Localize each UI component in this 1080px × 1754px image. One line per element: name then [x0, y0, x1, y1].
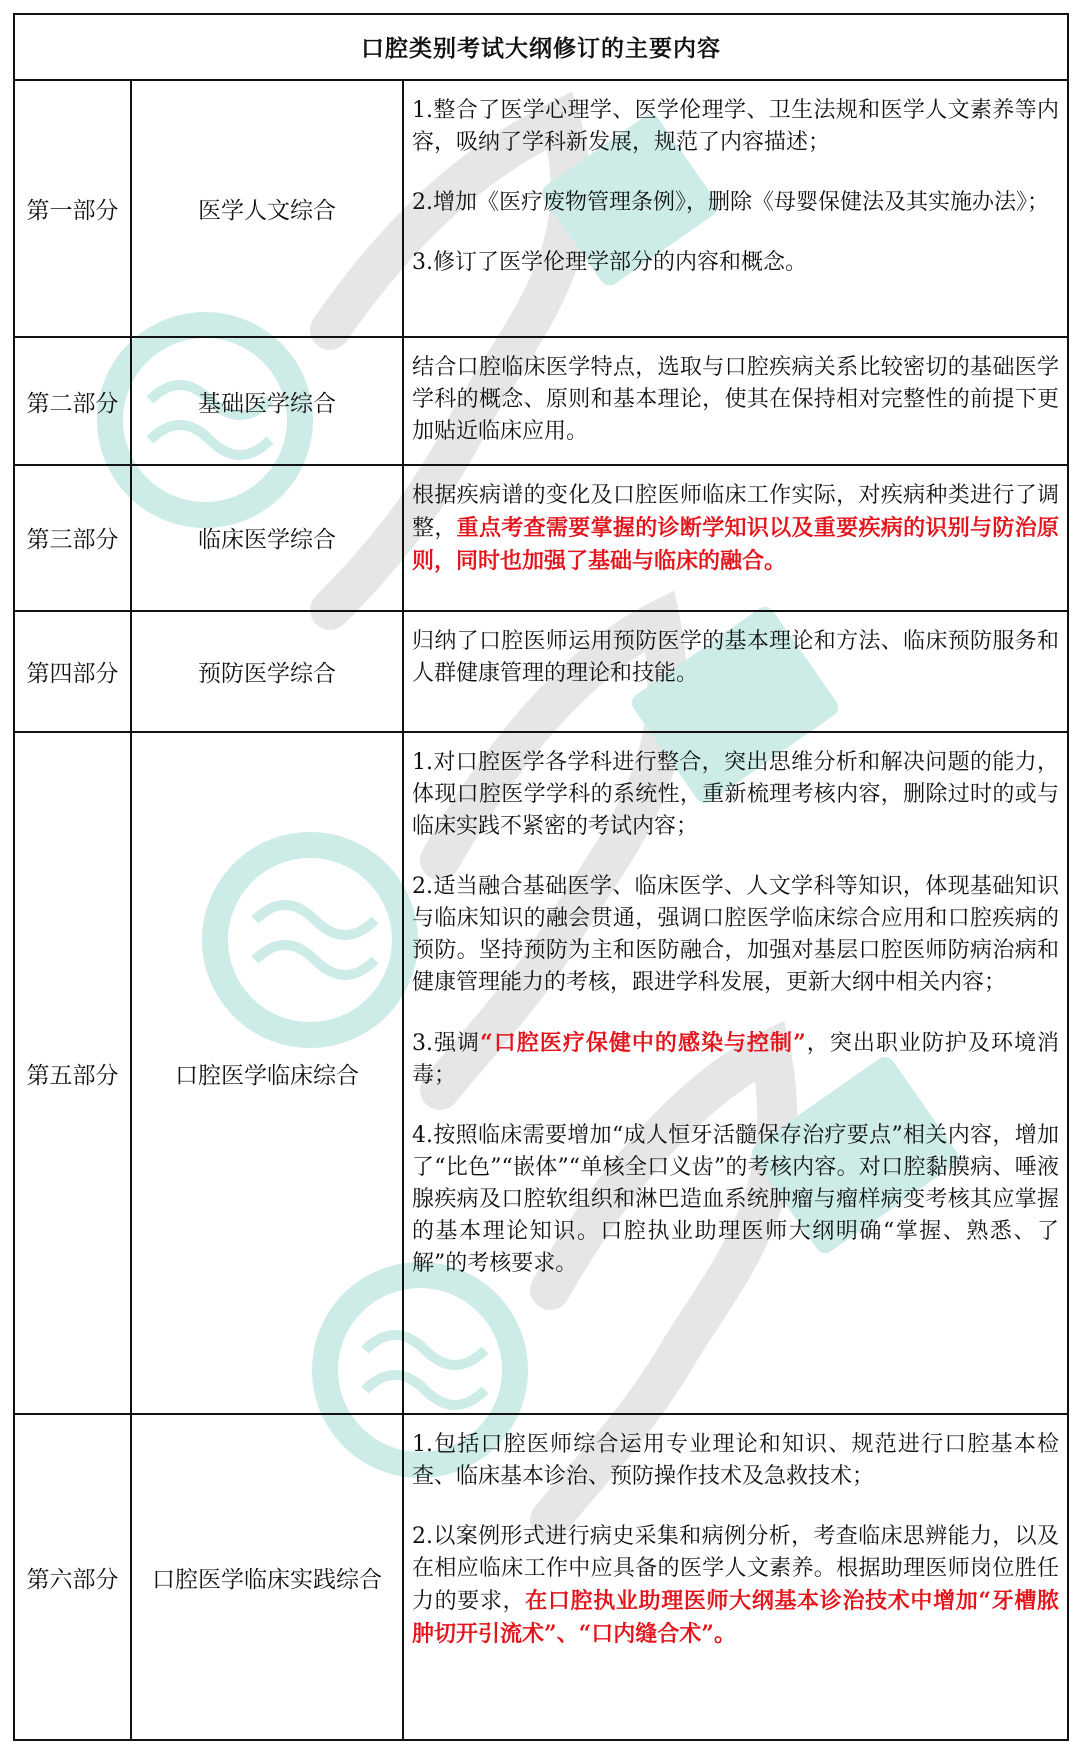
table-row	[14, 465, 1068, 610]
content-cell	[403, 80, 1068, 337]
part-label: 第四部分	[14, 611, 131, 732]
highlighted-text: 重点考查需要掌握的诊断学知识以及重要疾病的识别与防治原则，同时也加强了基础与临床的融合。	[412, 515, 1060, 575]
table-row	[14, 611, 1068, 732]
content-text: 结合口腔临床医学特点，选取与口腔疾病关系比较密切的基础医学学科的概念、原则和基本理论，使其在保持相对完整性的前提下更加贴近临床应用。	[412, 355, 1060, 445]
table-title: 口腔类别考试大纲修订的主要内容	[14, 14, 1068, 80]
part-label: 第五部分	[14, 732, 131, 1414]
content-paragraph	[412, 626, 1059, 690]
part-label: 第一部分	[14, 80, 131, 337]
content-cell	[403, 611, 1068, 732]
table-row	[14, 1414, 1068, 1740]
part-label: 第三部分	[14, 465, 131, 610]
content-text: 4.按照临床需要增加“成人恒牙活髓保存治疗要点”相关内容，增加了“比色”“嵌体”“单核全口义齿”的考核内容。对口腔黏膜病、唾液腺疾病及口腔软组织和淋巴造血系统肿瘤与瘤样病变考核其应掌握的基本理论知识。口腔执业助理医师大纲明确“掌握、熟悉、了解”的考核要求。	[412, 1123, 1060, 1276]
content-paragraph	[412, 1521, 1059, 1651]
content-text: 3.强调	[412, 1031, 481, 1056]
content-text: 1.包括口腔医师综合运用专业理论和知识、规范进行口腔基本检查、临床基本诊治、预防操作技术及急救技术；	[412, 1432, 1060, 1490]
highlighted-text: 在口腔执业助理医师大纲基本诊治技术中增加“牙槽脓肿切开引流术”、“口内缝合术”。	[412, 1588, 1060, 1648]
content-cell	[403, 732, 1068, 1414]
content-text: 2.增加《医疗废物管理条例》，删除《母婴保健法及其实施办法》；	[412, 189, 1049, 215]
content-paragraph	[412, 871, 1059, 999]
subject-name: 口腔医学临床实践综合	[131, 1414, 403, 1740]
content-paragraph	[412, 1429, 1059, 1493]
outline-revision-table	[13, 13, 1069, 1741]
content-paragraph	[412, 352, 1059, 448]
table-row	[14, 732, 1068, 1414]
table-row	[14, 80, 1068, 337]
highlighted-text: “口腔医疗保健中的感染与控制”	[480, 1030, 806, 1056]
content-text: 1.对口腔医学各学科进行整合，突出思维分析和解决问题的能力，体现口腔医学学科的系统性，重新梳理考核内容，删除过时的或与临床实践不紧密的考试内容；	[412, 750, 1060, 839]
content-paragraph	[412, 247, 1059, 279]
content-text: 根据疾病谱的变化及口腔医师临床工作实际，对疾病种类进行了调整，	[412, 483, 1060, 542]
content-paragraph	[412, 1120, 1059, 1280]
part-label: 第六部分	[14, 1414, 131, 1740]
subject-name: 临床医学综合	[131, 465, 403, 610]
content-text: 归纳了口腔医师运用预防医学的基本理论和方法、临床预防服务和人群健康管理的理论和技能。	[412, 628, 1060, 686]
content-cell	[403, 337, 1068, 465]
content-text: 2.适当融合基础医学、临床医学、人文学科等知识，体现基础知识与临床知识的融会贯通，强调口腔医学临床综合应用和口腔疾病的预防。坚持预防为主和医防融合，加强对基层口腔医师防病治病和健康管理能力的考核，跟进学科发展，更新大纲中相关内容；	[412, 874, 1060, 995]
part-label: 第二部分	[14, 337, 131, 465]
content-paragraph	[412, 187, 1059, 219]
content-text: 1.整合了医学心理学、医学伦理学、卫生法规和医学人文素养等内容，吸纳了学科新发展，规范了内容描述；	[412, 97, 1060, 155]
content-paragraph	[412, 747, 1059, 843]
content-cell	[403, 1414, 1068, 1740]
subject-name: 基础医学综合	[131, 337, 403, 465]
content-text: 2.以案例形式进行病史采集和病例分析，考查临床思辨能力，以及在相应临床工作中应具备的医学人文素养。根据助理医师岗位胜任力的要求，	[412, 1524, 1060, 1615]
content-text: 3.修订了医学伦理学部分的内容和概念。	[412, 249, 807, 275]
content-paragraph	[412, 95, 1059, 159]
content-paragraph	[412, 480, 1059, 578]
content-text: ，突出职业防护及环境消毒；	[412, 1031, 1060, 1088]
table-row	[14, 337, 1068, 465]
subject-name: 医学人文综合	[131, 80, 403, 337]
subject-name: 口腔医学临床综合	[131, 732, 403, 1414]
content-paragraph	[412, 1027, 1059, 1092]
content-cell	[403, 465, 1068, 610]
subject-name: 预防医学综合	[131, 611, 403, 732]
